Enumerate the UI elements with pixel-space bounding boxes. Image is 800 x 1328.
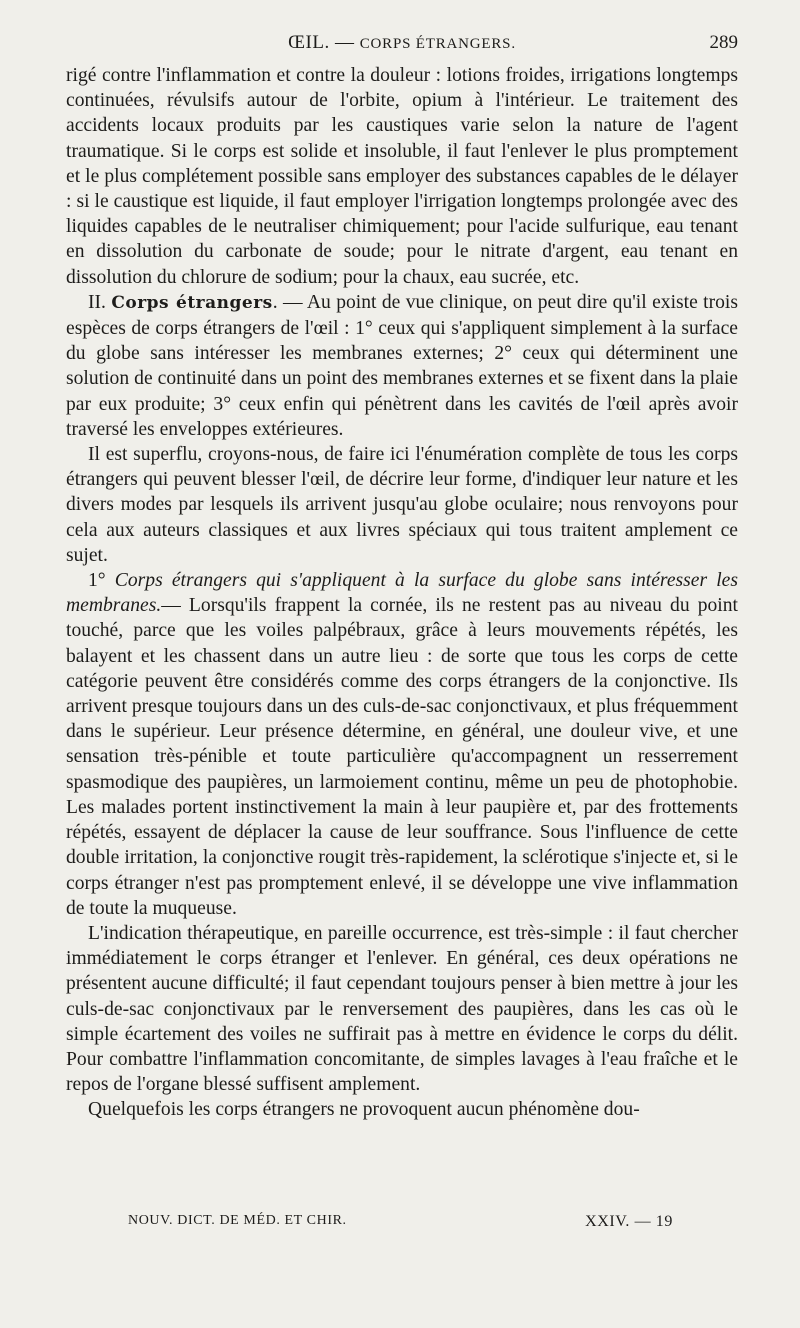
running-title-main: ŒIL. [288,32,330,53]
footer-volume: XXIV. — 19 [585,1213,673,1230]
paragraph-subsection-1 [66,568,738,921]
page-number: 289 [709,32,738,53]
running-title-sep: — [329,32,360,53]
page-body [66,63,738,1123]
section-number: II. [88,291,112,313]
footer-publication: NOUV. DICT. DE MÉD. ET CHIR. [128,1213,347,1228]
paragraph-continued: rigé contre l'inflammation et contre la douleur : lotions froides, irrigations longtemps continuées, révulsifs autour de l'orbite, opium à l'intérieur. Le traitement des accidents locaux produits par les caustiques varie selon la nature de l'agent traumatique. Si le corps est solide et insoluble, il faut l'enlever le plus promptement et le plus complétement possible sans employer des substances capables de le délayer : si le caustique est liquide, il faut employer l'irrigation longtemps prolongée avec des liquides capables de le neutraliser chimiquement; pour l'acide sulfurique, eau tenant en dissolution du carbonate de soude; pour le nitrate d'argent, eau tenant en dissolution du chlorure de sodium; pour la chaux, eau sucrée, etc. [66,65,738,288]
paragraph-section-ii [66,290,738,442]
page-footer [128,1213,673,1235]
running-title-sub: CORPS ÉTRANGERS. [359,36,516,52]
running-title [66,32,738,54]
paragraph-superflu: Il est superflu, croyons-nous, de faire ici l'énumération complète de tous les corps étrangers qui peuvent blesser l'œil, de décrire leur forme, d'indiquer leur nature et les divers modes par lesquels ils arrivent jusqu'au globe oculaire; nous renvoyons pour cela aux auteurs classiques et aux livres spéciaux qui tous traitent amplement ce sujet. [66,444,738,566]
subsection-heading: Corps étrangers qui s'appliquent à la surface du globe sans intéresser les membranes. [66,570,739,617]
section-text: . — Au point de vue clinique, on peut dire qu'il existe trois espèces de corps étrangers de l'œil : 1° ceux qui s'appliquent simplement à la surface du globe sans intéresser les membranes externes; 2° ceux qui déterminent une solution de continuité dans un point des membranes externes et se fixent dans la plaie par eux produite; 3° ceux enfin qui pénètrent dans les cavités de l'œil après avoir traversé les enveloppes extérieures. [66,291,738,440]
running-header [66,32,738,56]
paragraph-indication: L'indication thérapeutique, en pareille occurrence, est très-simple : il faut chercher immédiatement le corps étranger et l'enlever. En général, ces deux opérations ne présentent aucune difficulté; il faut cependant toujours penser à bien mettre à jour les culs-de-sac conjonctivaux par le renversement des paupières, dans les cas où le simple écartement des voiles ne suffirait pas à mettre en évidence le corps du délit. Pour combattre l'inflammation concomitante, de simples lavages à l'eau fraîche et le repos de l'organe blessé suffisent amplement. [66,922,738,1096]
section-heading: Corps étrangers [111,292,273,313]
subsection-number: 1° [88,570,115,592]
subsection-text: — Lorsqu'ils frappent la cornée, ils ne restent pas au niveau du point touché, parce que les voiles palpébraux, grâce à leurs mouvements répétés, les balayent et les chassent dans un autre lieu : de sorte que tous les corps de cette catégorie peuvent être considérés comme des corps étrangers de la conjonctive. Ils arrivent presque toujours dans un des culs-de-sac conjonctivaux, et plus fréquemment dans le supérieur. Leur présence détermine, en général, une douleur vive, et une sensation très-pénible et toute particulière qu'accompagnent un resserrement spasmodique des paupières, un larmoiement continu, même un peu de photophobie. Les malades portent instinctivement la main à leur paupière et, par des frottements répétés, essayent de déplacer la cause de leur souffrance. Sous l'influence de cette double irritation, la conjonctive rougit très-rapidement, la sclérotique s'injecte et, si le corps étranger n'est pas promptement enlevé, il se développe une vive inflammation de toute la muqueuse. [66,595,738,919]
paragraph-quelquefois: Quelquefois les corps étrangers ne provoquent aucun phénomène dou- [88,1099,640,1121]
